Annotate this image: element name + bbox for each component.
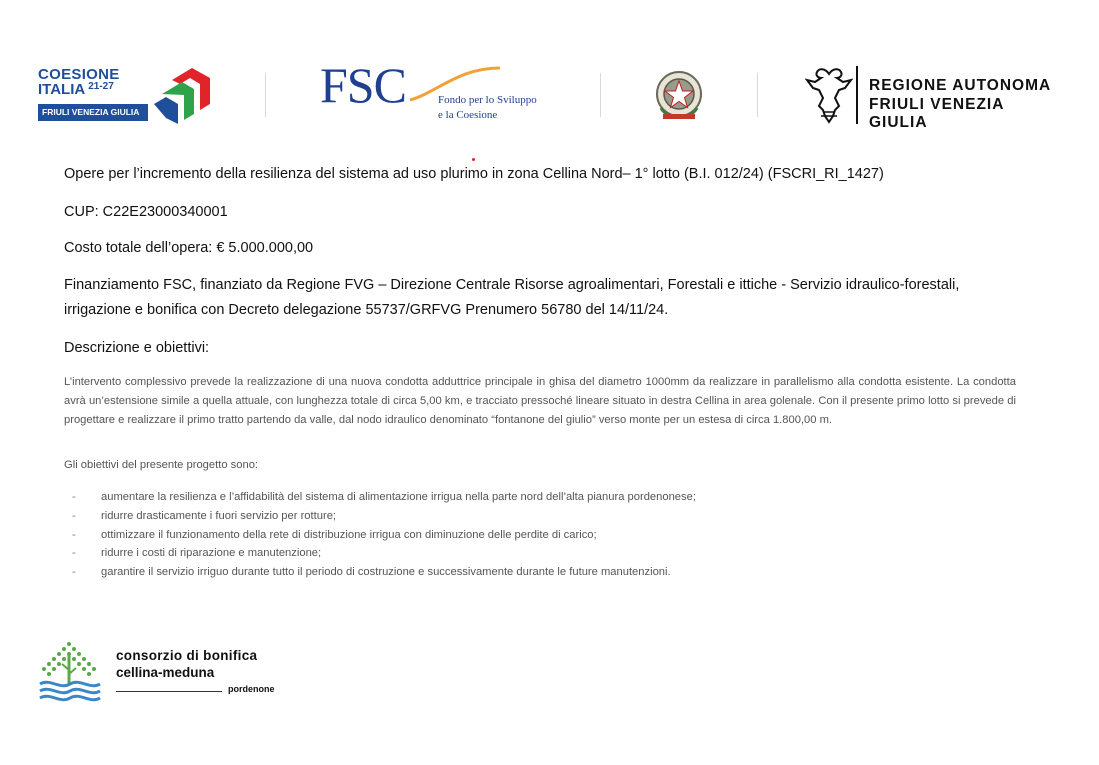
regione-line1: REGIONE AUTONOMA bbox=[869, 77, 1052, 94]
consorzio-logo bbox=[38, 640, 308, 704]
list-item: - aumentare la resilienza e l’affidabilità del sistema di alimentazione irrigua nella parte nord dell’alta pianura pordenonese; bbox=[72, 488, 696, 507]
bullet-dash: - bbox=[72, 547, 76, 560]
bullet-dash: - bbox=[72, 528, 76, 541]
logo-separator bbox=[757, 73, 758, 117]
regione-fvg-logo bbox=[805, 66, 1065, 131]
total-cost: Costo totale dell’opera: € 5.000.000,00 bbox=[64, 240, 314, 256]
fsc-subtitle-line1: Fondo per lo Sviluppo bbox=[438, 94, 537, 106]
coesione-years: 21-27 bbox=[88, 81, 114, 92]
red-dot-marker bbox=[472, 158, 475, 161]
fsc-logo bbox=[320, 57, 560, 132]
italian-republic-emblem-icon bbox=[653, 68, 705, 124]
financing-line-1: Finanziamento FSC, finanziato da Regione FVG – Direzione Centrale Risorse agroalimentari, Forestali e ittiche - Servizio idraulico-forestali, bbox=[64, 277, 960, 293]
financing-line-2: irrigazione e bonifica con Decreto delegazione 55737/GRFVG Prenumero 56780 del 14/11/24. bbox=[64, 302, 669, 318]
regione-line2: FRIULI VENEZIA GIULIA bbox=[869, 96, 1004, 131]
list-item: - ottimizzare il funzionamento della rete di distribuzione irrigua con diminuzione delle perdite di carico; bbox=[72, 526, 696, 545]
coesione-region-band: FRIULI VENEZIA GIULIA bbox=[38, 104, 148, 121]
coesione-italia-logo bbox=[36, 66, 216, 128]
coesione-line2: ITALIA $^{21-27}$ bbox=[38, 81, 114, 98]
project-title: Opere per l’incremento della resilienza del sistema ad uso plurimo in zona Cellina Nord– 1° lotto (B.I. 012/24) (FSCRI_RI_1427) bbox=[64, 166, 884, 182]
bullet-dash: - bbox=[72, 491, 76, 503]
consorzio-line3: pordenone bbox=[228, 684, 275, 694]
header-logos bbox=[0, 0, 1099, 140]
bullet-dash: - bbox=[72, 566, 76, 579]
description-heading: Descrizione e obiettivi: bbox=[64, 340, 210, 356]
fsc-acronym: FSC bbox=[320, 57, 406, 113]
objectives-intro: Gli obiettivi del presente progetto sono: bbox=[64, 459, 259, 471]
logo-separator bbox=[600, 73, 601, 117]
fsc-subtitle-line2: e la Coesione bbox=[438, 109, 498, 121]
consorzio-line1: consorzio di bonifica bbox=[116, 648, 258, 663]
bullet-dash: - bbox=[72, 509, 76, 522]
list-item: - garantire il servizio irriguo durante tutto il periodo di costruzione e successivamente durante le future manutenzioni. bbox=[72, 563, 696, 582]
consorzio-line2: cellina-meduna bbox=[116, 665, 215, 680]
consorzio-tree-water-icon bbox=[38, 640, 104, 704]
logo-separator bbox=[265, 73, 266, 117]
cup-code: CUP: C22E23000340001 bbox=[64, 204, 228, 220]
consorzio-underline bbox=[116, 691, 222, 692]
list-item: - ridurre drasticamente i fuori servizio per rotture; bbox=[72, 507, 696, 526]
list-item: - ridurre i costi di riparazione e manutenzione; bbox=[72, 544, 696, 563]
description-paragraph: L’intervento complessivo prevede la realizzazione di una nuova condotta adduttrice principale in ghisa del diametro 1000mm da realizzare in parallelismo alla condotta esistente. La condotta avrà un’estensione simile a quella attuale, con lunghezza totale di circa 5,00 km, e tracciato pressoché lineare situato in destra Cellina in area golenale. Con il presente primo lotto si prevede di progettare e realizzare il primo tratto partendo da valle, dal nodo idraulico denominato “fontanone del giulio” verso monte per un estesa di circa 1.800,00 m. bbox=[64, 376, 1016, 426]
coesione-arrow-icon bbox=[154, 66, 214, 128]
eagle-icon bbox=[805, 66, 853, 124]
coesione-line1: COESIONE bbox=[38, 66, 120, 83]
objectives-list bbox=[72, 488, 696, 582]
regione-divider bbox=[856, 66, 858, 124]
